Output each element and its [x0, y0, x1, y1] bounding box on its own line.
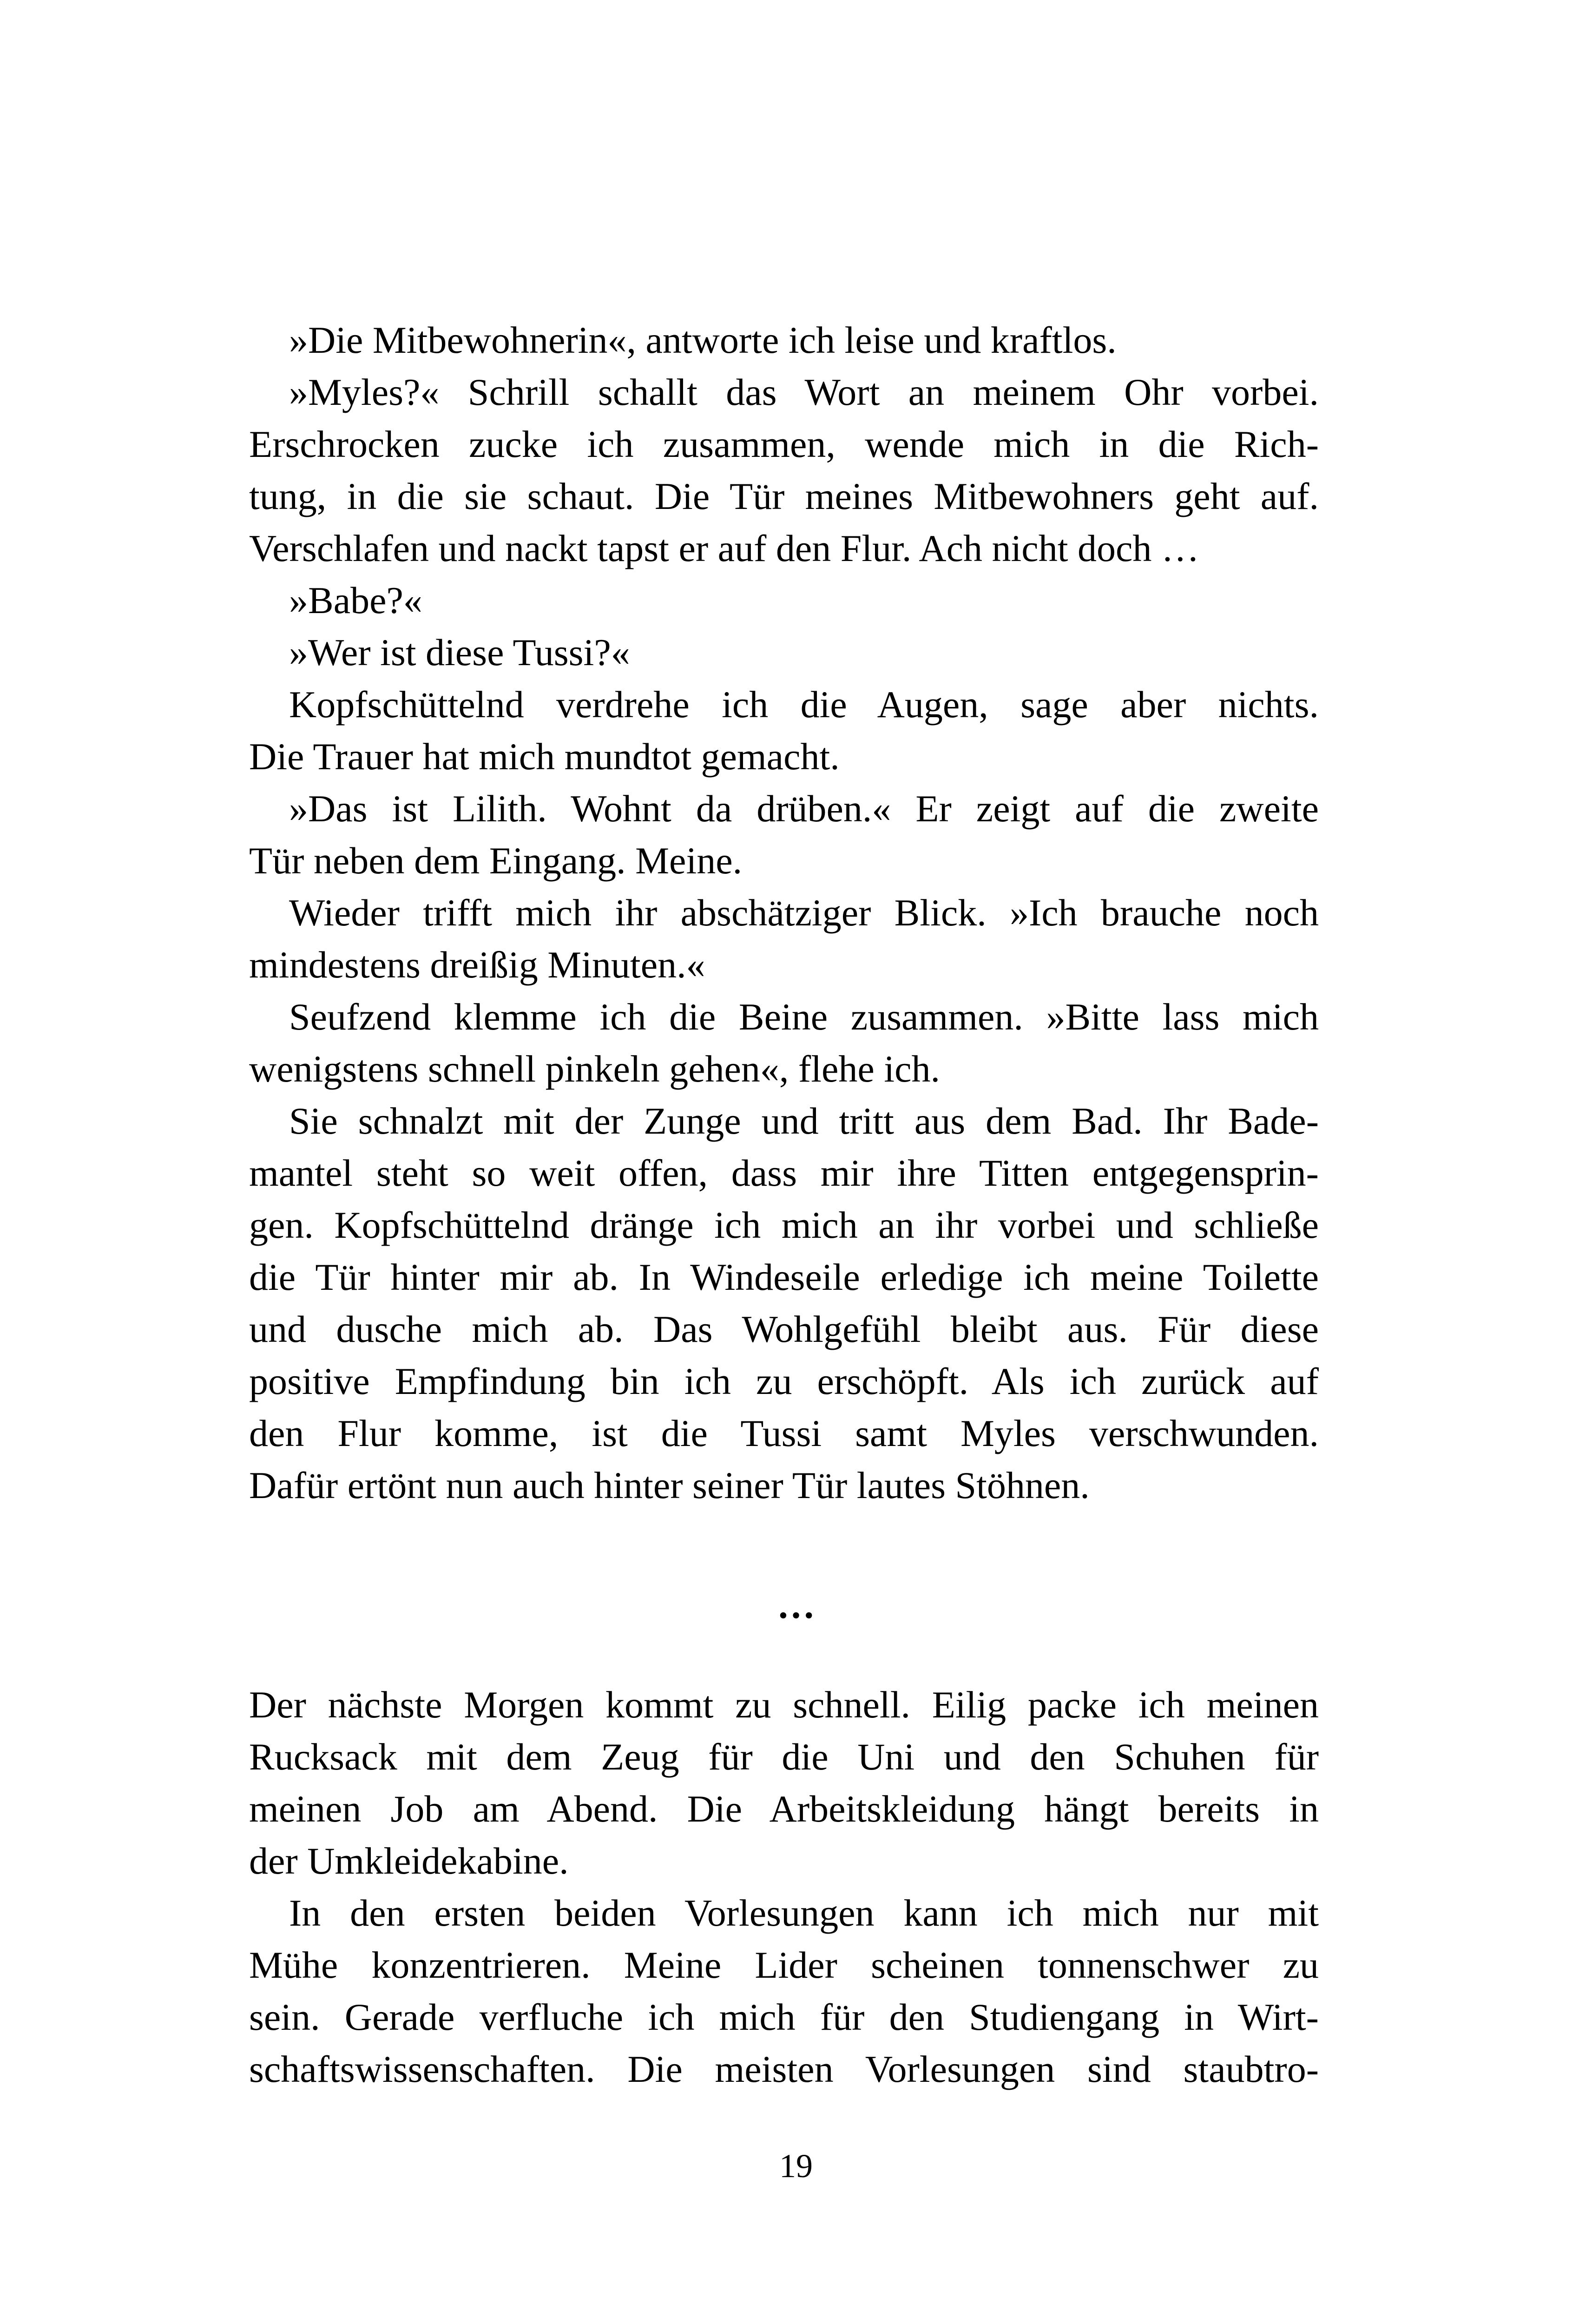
text-line: »Die Mitbewohnerin«, antworte ich leise und kraftlos. [289, 319, 1117, 361]
text-line: »Babe?« [289, 579, 422, 621]
text-line: der Umkleidekabine. [249, 1840, 569, 1882]
text-line: Kopfschüttelnd verdrehe ich die Augen, sage aber nichts. [289, 683, 1319, 726]
text-line: die Tür hinter mir ab. In Windeseile erledige ich meine Toilette [249, 1256, 1319, 1298]
text-line: tung, in die sie schaut. Die Tür meines Mitbewohners geht auf. [249, 475, 1319, 517]
text-line: Verschlafen und nackt tapst er auf den Flur. Ach nicht doch … [249, 527, 1199, 569]
text-line: Erschrocken zucke ich zusammen, wende mich in die Rich- [249, 423, 1319, 465]
text-section-2 [249, 1679, 1319, 2095]
scene-break-ellipsis: … [777, 1584, 815, 1626]
text-line: wenigstens schnell pinkeln gehen«, flehe ich. [249, 1048, 940, 1090]
text-line: Der nächste Morgen kommt zu schnell. Eilig packe ich meinen [249, 1684, 1319, 1726]
text-section-1 [249, 314, 1319, 1512]
text-line: Die Trauer hat mich mundtot gemacht. [249, 735, 840, 778]
text-line: Sie schnalzt mit der Zunge und tritt aus dem Bad. Ihr Bade- [289, 1100, 1319, 1142]
text-line: mantel steht so weit offen, dass mir ihre Titten entgegensprin- [249, 1152, 1319, 1194]
text-line: Wieder trifft mich ihr abschätziger Blick. »Ich brauche noch [289, 891, 1319, 934]
text-line: In den ersten beiden Vorlesungen kann ich mich nur mit [289, 1892, 1319, 1934]
text-line: »Wer ist diese Tussi?« [289, 631, 630, 673]
text-line: und dusche mich ab. Das Wohlgefühl bleibt aus. Für diese [249, 1308, 1319, 1350]
text-line: Tür neben dem Eingang. Meine. [249, 839, 743, 882]
text-line: Dafür ertönt nun auch hinter seiner Tür lautes Stöhnen. [249, 1464, 1090, 1506]
text-line: Seufzend klemme ich die Beine zusammen. »Bitte lass mich [289, 996, 1319, 1038]
page-number: 19 [779, 2147, 813, 2185]
text-line: sein. Gerade verfluche ich mich für den Studiengang in Wirt- [249, 1996, 1319, 2038]
text-line: »Myles?« Schrill schallt das Wort an meinem Ohr vorbei. [289, 371, 1319, 413]
text-line: schaftswissenschaften. Die meisten Vorlesungen sind staubtro- [249, 2048, 1319, 2090]
text-line: meinen Job am Abend. Die Arbeitskleidung hängt bereits in [249, 1788, 1319, 1830]
text-line: »Das ist Lilith. Wohnt da drüben.« Er zeigt auf die zweite [289, 787, 1319, 830]
text-line: positive Empfindung bin ich zu erschöpft. Als ich zurück auf [249, 1360, 1319, 1402]
text-line: Rucksack mit dem Zeug für die Uni und den Schuhen für [249, 1736, 1319, 1778]
text-line: Mühe konzentrieren. Meine Lider scheinen tonnenschwer zu [249, 1944, 1319, 1986]
text-line: den Flur komme, ist die Tussi samt Myles verschwunden. [249, 1412, 1319, 1454]
text-line: gen. Kopfschüttelnd dränge ich mich an ihr vorbei und schließe [249, 1204, 1319, 1246]
text-line: mindestens dreißig Minuten.« [249, 944, 705, 986]
